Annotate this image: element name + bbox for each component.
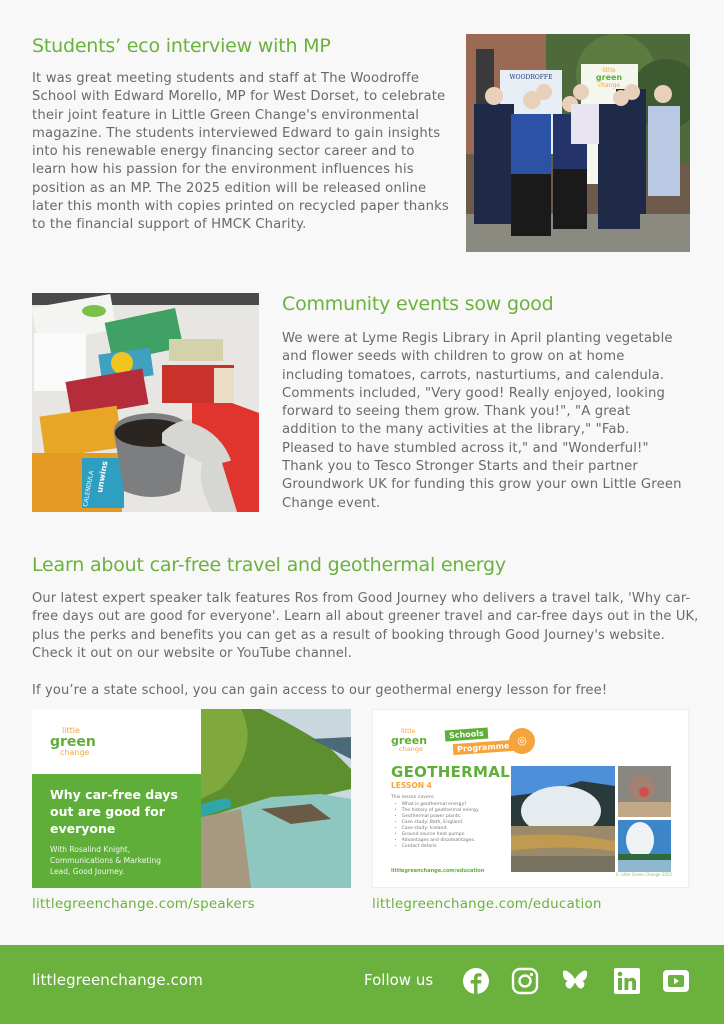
logo-change: change <box>60 748 90 757</box>
speakers-link[interactable]: littlegreenchange.com/speakers <box>32 896 255 912</box>
little-green-change-logo <box>50 727 96 757</box>
follow-us-label: Follow us <box>364 971 434 989</box>
programme-badge: Programme <box>453 740 514 755</box>
speaker-card-headline: Why car-free days out are good for everyone <box>50 787 178 836</box>
topic-item: • Advantages and disadvantages. <box>395 838 479 844</box>
lesson-number: LESSON 4 <box>391 781 432 790</box>
instagram-icon[interactable] <box>511 967 539 995</box>
schools-badge: Schools <box>445 728 488 742</box>
banner-lgc-little: little <box>602 67 616 74</box>
bluesky-icon[interactable] <box>561 967 589 995</box>
speaker-card-green-panel <box>32 774 201 888</box>
topic-item: • Case study: Iceland. <box>395 826 479 832</box>
logo-little: little <box>62 726 80 735</box>
lesson-topics-list <box>395 802 479 850</box>
snow-monkey-photo <box>618 766 671 817</box>
photo-seed-planting <box>32 293 259 512</box>
geothermal-lesson-card[interactable] <box>372 709 689 888</box>
geyser-steam-photo <box>511 766 615 872</box>
packet-label: CALENDULA <box>82 470 96 508</box>
banner-woodroffe: WOODROFFE <box>509 74 553 81</box>
topic-item: • Geothermal power plants. <box>395 814 479 820</box>
banner-lgc-change: change <box>597 82 621 89</box>
lesson-covers-label: This lesson covers: <box>391 795 435 800</box>
section-title-car-free-geothermal: Learn about car-free travel and geothermal energy <box>32 554 506 576</box>
youtube-icon[interactable] <box>662 967 690 995</box>
logo-green: green <box>50 734 96 750</box>
geothermal-title: GEOTHERMAL <box>391 763 510 781</box>
section-body-eco-interview: It was great meeting students and staff at The Woodroffe School with Edward Morello, MP for West Dorset, to celebrate their joint feature in Little Green Change's environmental magazine. The students interviewed Edward to gain insights into his renewable energy financing sector career and to learn how his passion for the environment influences his position as an MP. The 2025 edition will be released online later this month with copies printed on recycled paper thanks to the financial support of HMCK Charity. <box>32 71 449 233</box>
topic-item: • The history of geothermal energy. <box>395 808 479 814</box>
footer <box>0 945 724 1024</box>
linkedin-icon[interactable] <box>613 967 641 995</box>
footer-website-link[interactable]: littlegreenchange.com <box>32 971 203 989</box>
section-body-geothermal: If you’re a state school, you can gain access to our geothermal energy lesson for free! <box>32 683 608 698</box>
speaker-card-subline: With Rosalind Knight, Communications & Marketing Lead, Good Journey. <box>50 845 162 876</box>
coastal-railway-photo <box>201 709 351 888</box>
packet-brand: unwins <box>95 460 110 494</box>
lightbulb-icon: ◎ <box>509 728 535 754</box>
education-link[interactable]: littlegreenchange.com/education <box>372 896 602 912</box>
logo-little: little <box>401 727 416 735</box>
copyright-note: © Little Green Change 2025 <box>615 872 672 877</box>
little-green-change-logo <box>391 728 427 753</box>
education-inner-url: littlegreenchange.com/education <box>391 868 485 874</box>
section-body-car-free: Our latest expert speaker talk features Ros from Good Journey who delivers a travel talk, 'Why car-free days out are good for everyone'. Learn all about greener travel and car-free days out in the UK, plus the perks and benefits you can get as a result of booking through Good Journey's website. Check it out on our website or YouTube channel. <box>32 591 699 661</box>
section-title-eco-interview: Students’ eco interview with MP <box>32 35 331 57</box>
speaker-talk-card[interactable] <box>32 709 351 888</box>
topic-item: • What is geothermal energy? <box>395 802 479 808</box>
topic-item: • Case study: Bath, England. <box>395 820 479 826</box>
topic-item: • Contact details. <box>395 844 479 850</box>
topic-item: • Ground source heat pumps. <box>395 832 479 838</box>
banner-lgc-green: green <box>595 73 623 82</box>
facebook-icon[interactable] <box>462 967 490 995</box>
section-title-community-events: Community events sow good <box>282 293 554 315</box>
geyser-eruption-photo <box>618 820 671 872</box>
photo-students-with-mp <box>466 34 690 252</box>
logo-green: green <box>391 734 428 747</box>
logo-change: change <box>399 745 423 753</box>
section-body-community-events: We were at Lyme Regis Library in April planting vegetable and flower seeds with children to grow on at home including tomatoes, carrots, nasturtiums, and calendula. Comments included, "Very good! Really enjoyed, looking forward to seeing them grow. Thank you!", "A great addition to the many activities at the library," "Fab. Pleased to have stumbled across it," and "Wonderful!" Thank you to Tesco Stronger Starts and their partner Groundwork UK for funding this grow your own Little Green Change event. <box>282 331 682 511</box>
